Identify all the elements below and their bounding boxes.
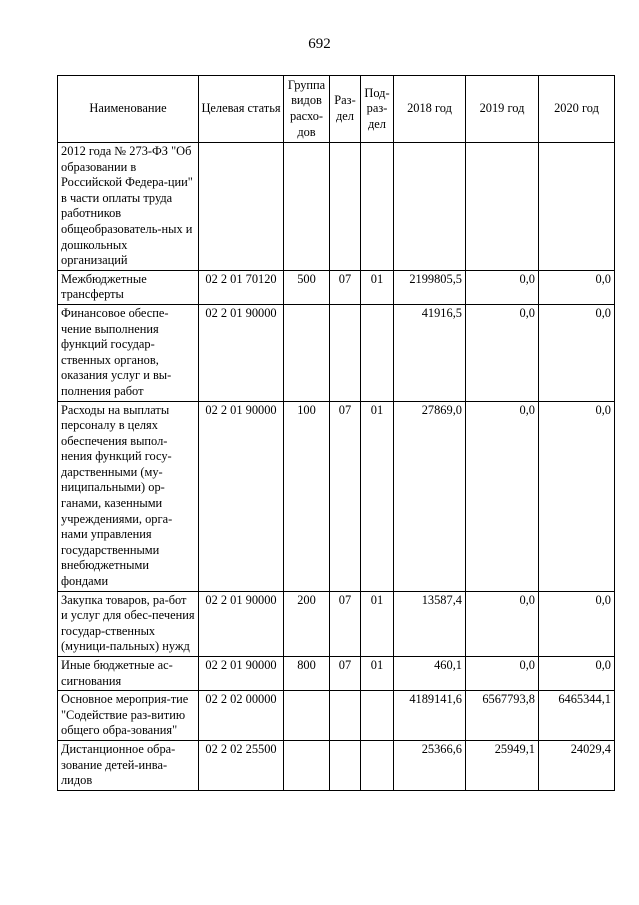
- table-row: [58, 591, 615, 656]
- header-2018: 2018 год: [394, 76, 466, 143]
- cell-group: [284, 691, 330, 741]
- page-number: 692: [308, 36, 331, 52]
- header-subsection: Под-раз-дел: [361, 76, 394, 143]
- table-row: [58, 304, 615, 401]
- cell-target: 02 2 01 90000: [199, 591, 284, 656]
- table-header-row: [58, 76, 615, 143]
- cell-group: [284, 304, 330, 401]
- cell-y2019: 0,0: [466, 401, 539, 591]
- cell-y2020: 0,0: [539, 304, 615, 401]
- table-row: [58, 740, 615, 790]
- cell-y2019: 0,0: [466, 591, 539, 656]
- cell-subsection: 01: [361, 401, 394, 591]
- cell-group: 100: [284, 401, 330, 591]
- cell-name: Закупка товаров, ра-бот и услуг для обес-печения государ-ственных (муници-пальных) нужд: [58, 591, 199, 656]
- cell-name: Расходы на выплаты персоналу в целях обеспечения выпол-нения функций госу-дарственными (му-ниципальными) ор-ганами, казенными учреждениями, орга-нами управления государственными внебюджетными фондами: [58, 401, 199, 591]
- budget-table: [57, 75, 615, 791]
- cell-subsection: 01: [361, 591, 394, 656]
- table-row: [58, 270, 615, 304]
- cell-target: 02 2 02 00000: [199, 691, 284, 741]
- cell-name: Основное мероприя-тие "Содействие раз-витию общего обра-зования": [58, 691, 199, 741]
- header-2019: 2019 год: [466, 76, 539, 143]
- cell-target: [199, 143, 284, 271]
- table-row: [58, 143, 615, 271]
- cell-group: 800: [284, 657, 330, 691]
- cell-section: [330, 143, 361, 271]
- cell-subsection: [361, 691, 394, 741]
- cell-y2020: 0,0: [539, 591, 615, 656]
- cell-y2018: 2199805,5: [394, 270, 466, 304]
- header-group: Группа видов расхо-дов: [284, 76, 330, 143]
- header-target: Целевая статья: [199, 76, 284, 143]
- cell-section: 07: [330, 401, 361, 591]
- cell-y2019: [466, 143, 539, 271]
- cell-target: 02 2 01 90000: [199, 304, 284, 401]
- header-section: Раз-дел: [330, 76, 361, 143]
- cell-y2020: 6465344,1: [539, 691, 615, 741]
- cell-target: 02 2 02 25500: [199, 740, 284, 790]
- cell-group: 200: [284, 591, 330, 656]
- cell-y2019: 0,0: [466, 657, 539, 691]
- cell-subsection: [361, 143, 394, 271]
- cell-group: [284, 740, 330, 790]
- cell-y2018: 13587,4: [394, 591, 466, 656]
- cell-group: [284, 143, 330, 271]
- header-2020: 2020 год: [539, 76, 615, 143]
- cell-y2019: 25949,1: [466, 740, 539, 790]
- table-row: [58, 401, 615, 591]
- cell-name: Дистанционное обра-зование детей-инва-лидов: [58, 740, 199, 790]
- cell-y2018: [394, 143, 466, 271]
- cell-section: [330, 740, 361, 790]
- cell-name: Межбюджетные трансферты: [58, 270, 199, 304]
- header-name: Наименование: [58, 76, 199, 143]
- cell-name: 2012 года № 273-ФЗ "Об образовании в Российской Федера-ции" в части оплаты труда работников общеобразователь-ных и дошкольных организаций: [58, 143, 199, 271]
- cell-section: 07: [330, 657, 361, 691]
- cell-y2018: 25366,6: [394, 740, 466, 790]
- cell-y2020: 0,0: [539, 270, 615, 304]
- cell-section: 07: [330, 591, 361, 656]
- cell-y2020: [539, 143, 615, 271]
- cell-subsection: 01: [361, 657, 394, 691]
- cell-section: [330, 304, 361, 401]
- cell-section: [330, 691, 361, 741]
- cell-y2020: 24029,4: [539, 740, 615, 790]
- cell-y2020: 0,0: [539, 657, 615, 691]
- cell-y2018: 41916,5: [394, 304, 466, 401]
- cell-subsection: 01: [361, 270, 394, 304]
- cell-y2020: 0,0: [539, 401, 615, 591]
- cell-subsection: [361, 740, 394, 790]
- cell-target: 02 2 01 90000: [199, 657, 284, 691]
- cell-y2018: 4189141,6: [394, 691, 466, 741]
- cell-y2018: 460,1: [394, 657, 466, 691]
- cell-y2019: 6567793,8: [466, 691, 539, 741]
- cell-name: Иные бюджетные ас-сигнования: [58, 657, 199, 691]
- cell-target: 02 2 01 90000: [199, 401, 284, 591]
- cell-section: 07: [330, 270, 361, 304]
- cell-group: 500: [284, 270, 330, 304]
- cell-subsection: [361, 304, 394, 401]
- cell-y2019: 0,0: [466, 304, 539, 401]
- cell-y2018: 27869,0: [394, 401, 466, 591]
- cell-y2019: 0,0: [466, 270, 539, 304]
- table-row: [58, 657, 615, 691]
- table-row: [58, 691, 615, 741]
- cell-target: 02 2 01 70120: [199, 270, 284, 304]
- cell-name: Финансовое обеспе-чение выполнения функций государ-ственных органов, оказания услуг и вы-полнения работ: [58, 304, 199, 401]
